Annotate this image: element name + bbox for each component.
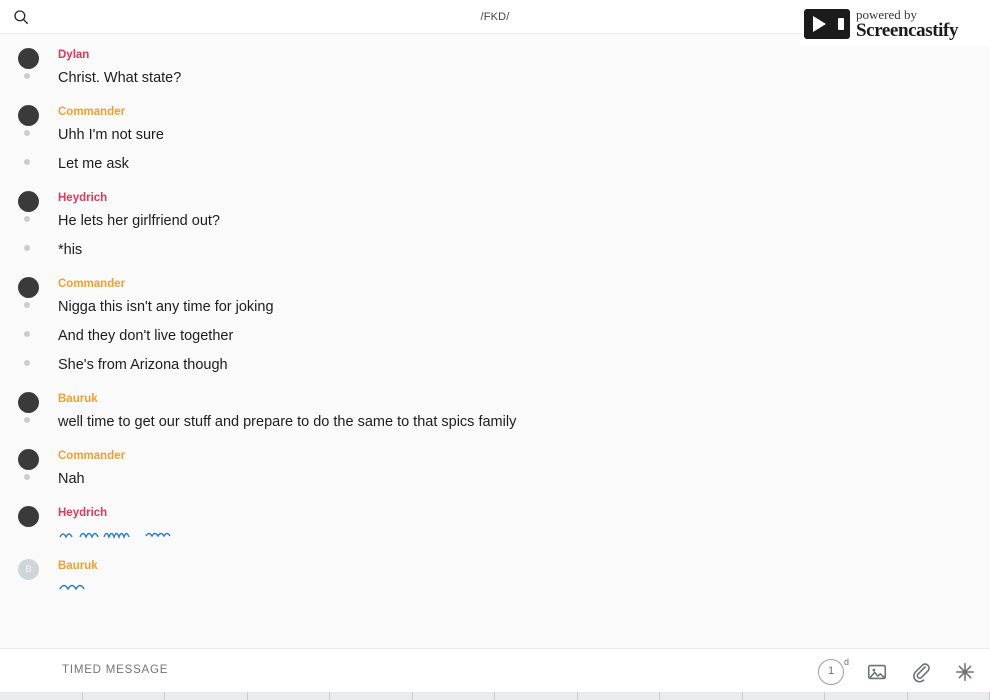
screencastify-logo-icon [804,9,850,39]
message-text: well time to get our stuff and prepare to do the same to that spics family [58,414,517,430]
timed-message-input[interactable] [60,663,700,677]
overlay-powered-by: powered by [856,7,918,22]
message-group [0,392,990,437]
browser-tab-strip[interactable] [0,692,990,700]
status-dot-icon [24,216,30,222]
tab-segment[interactable] [908,692,990,700]
avatar[interactable]: B [18,559,39,580]
tab-segment[interactable] [743,692,826,700]
status-dot-icon [24,474,30,480]
avatar[interactable] [18,277,39,298]
message-author: Heydrich [58,192,108,204]
message-text: Christ. What state? [58,70,182,86]
avatar[interactable] [18,191,39,212]
tab-segment[interactable] [330,692,413,700]
message-author: Bauruk [58,393,98,405]
message-group [0,449,990,494]
image-icon[interactable] [866,661,888,683]
status-dot-icon [24,130,30,136]
message-text: Let me ask [58,156,129,172]
timer-button[interactable] [818,657,849,685]
status-dot-icon [24,73,30,79]
page-title: /FKD/ [480,10,510,23]
message-row[interactable] [58,408,990,437]
message-row[interactable] [58,207,990,236]
tab-segment[interactable] [248,692,331,700]
message-group [0,191,990,265]
avatar[interactable] [18,506,39,527]
message-group [0,48,990,93]
tab-segment[interactable] [0,692,83,700]
message-text: *his [58,242,83,258]
paperclip-icon[interactable] [910,661,932,683]
avatar[interactable] [18,48,39,69]
sparkle-icon[interactable] [954,661,976,683]
message-group [0,559,990,600]
timer-value: 1 [827,665,835,677]
message-row[interactable] [58,522,990,547]
message-row[interactable] [58,293,990,322]
avatar[interactable] [18,392,39,413]
message-row[interactable] [58,575,990,600]
status-dot-icon [24,417,30,423]
message-text: Nah [58,471,85,487]
message-row[interactable] [58,121,990,150]
composer-actions [818,659,976,685]
message-author: Dylan [58,49,90,61]
message-text: Nigga this isn't any time for joking [58,299,274,315]
message-row[interactable] [58,150,990,179]
message-row[interactable] [58,465,990,494]
message-group [0,277,990,380]
message-author: Bauruk [58,560,98,572]
message-group [0,105,990,179]
message-row[interactable] [58,64,990,93]
message-author: Heydrich [58,507,108,519]
message-group [0,506,990,547]
message-text: Uhh I'm not sure [58,127,164,143]
tab-segment[interactable] [413,692,496,700]
message-list[interactable] [0,34,990,648]
avatar[interactable] [18,449,39,470]
message-author: Commander [58,106,126,118]
timer-unit: d [843,657,849,667]
avatar[interactable] [18,105,39,126]
message-text: He lets her girlfriend out? [58,213,220,229]
overlay-brand: Screencastify [856,20,959,41]
drawing-attachment[interactable] [58,580,118,594]
tab-segment[interactable] [165,692,248,700]
tab-segment[interactable] [825,692,908,700]
status-dot-icon [24,331,30,337]
status-dot-icon [24,302,30,308]
tab-segment[interactable] [578,692,661,700]
message-author: Commander [58,278,126,290]
message-text: She's from Arizona though [58,357,228,373]
status-dot-icon [24,360,30,366]
screencastify-overlay [800,2,990,46]
status-dot-icon [24,245,30,251]
message-author: Commander [58,450,126,462]
message-row[interactable] [58,351,990,380]
tab-segment[interactable] [83,692,166,700]
message-text: And they don't live together [58,328,234,344]
message-row[interactable] [58,322,990,351]
tab-segment[interactable] [495,692,578,700]
message-row[interactable] [58,236,990,265]
status-dot-icon [24,159,30,165]
drawing-attachment[interactable] [58,527,178,541]
tab-segment[interactable] [660,692,743,700]
